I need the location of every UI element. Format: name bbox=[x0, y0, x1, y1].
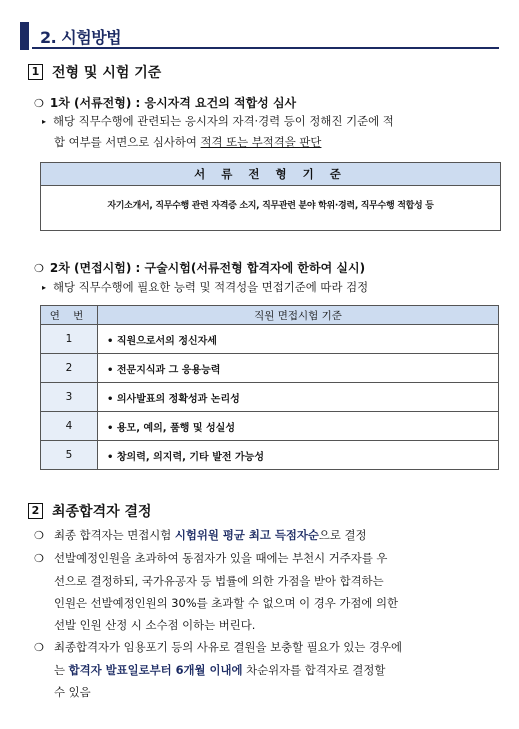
table-header-row bbox=[41, 306, 499, 325]
interview-criteria-table bbox=[40, 305, 499, 470]
circle-bullet-icon: ❍ bbox=[34, 529, 44, 542]
section2-number-box: 2 bbox=[28, 503, 43, 519]
table-row bbox=[41, 441, 499, 470]
section1-number-box: 1 bbox=[28, 64, 43, 80]
first-stage-description: ▸ 해당 직무수행에 관련되는 응시자의 자격·경력 등이 정해진 기준에 적 합 여부를 서면으로 심사하여 적격 또는 부적격을 판단 bbox=[42, 114, 394, 149]
row-criterion: • 전문지식과 그 응용능력 bbox=[98, 354, 499, 383]
circle-bullet-icon: ❍ bbox=[34, 262, 44, 275]
page-title: 2. 시험방법 bbox=[40, 28, 122, 47]
row-number: 3 bbox=[41, 383, 98, 412]
row-criterion: • 의사발표의 정확성과 논리성 bbox=[98, 383, 499, 412]
col-header-number: 연 번 bbox=[41, 306, 98, 325]
second-stage-heading: ❍ 2차 (면접시험) : 구술시험(서류전형 합격자에 한하여 실시) bbox=[34, 261, 366, 275]
row-number: 2 bbox=[41, 354, 98, 383]
paragraph-3: ❍ 최종합격자가 임용포기 등의 사유로 결원을 보충할 필요가 있는 경우에 는 합격자 발표일로부터 6개월 이내에 차순위자를 합격자로 결정할 수 있음 bbox=[34, 636, 504, 703]
table-row bbox=[41, 412, 499, 441]
circle-bullet-icon: ❍ bbox=[34, 552, 44, 565]
section2-title: 최종합격자 결정 bbox=[52, 504, 152, 520]
criteria-header: 서 류 전 형 기 준 bbox=[41, 163, 500, 186]
circle-bullet-icon: ❍ bbox=[34, 97, 44, 110]
paragraph-1: ❍ 최종 합격자는 면접시험 시험위원 평균 최고 득점자순으로 결정 bbox=[34, 524, 504, 547]
row-number: 1 bbox=[41, 325, 98, 354]
row-criterion: • 용모, 예의, 품행 및 성실성 bbox=[98, 412, 499, 441]
header-accent-bar bbox=[20, 22, 29, 50]
table-row bbox=[41, 383, 499, 412]
first-stage-heading: ❍ 1차 (서류전형) : 응시자격 요건의 적합성 심사 bbox=[34, 96, 297, 110]
second-stage-description: ▸ 해당 직무수행에 필요한 능력 및 적격성을 면접기준에 따라 검정 bbox=[42, 280, 369, 294]
row-number: 4 bbox=[41, 412, 98, 441]
row-number: 5 bbox=[41, 441, 98, 470]
paragraph-2: ❍ 선발예정인원을 초과하여 동점자가 있을 때에는 부천시 거주자를 우 선으로 결정하되, 국가유공자 등 법률에 의한 가점을 받아 합격하는 인원은 선발예정인원의 30%를 초과할 수 없으며 이 경우 가점에 의한 선발 인원 산정 시 소수점 이하는 버린다. bbox=[34, 547, 504, 636]
table-row bbox=[41, 354, 499, 383]
triangle-bullet-icon: ▸ bbox=[42, 283, 47, 292]
triangle-bullet-icon: ▸ bbox=[42, 117, 47, 126]
row-criterion: • 창의력, 의지력, 기타 발전 가능성 bbox=[98, 441, 499, 470]
document-criteria-box bbox=[40, 162, 501, 231]
row-criterion: • 직원으로서의 정신자세 bbox=[98, 325, 499, 354]
final-selection-paragraphs bbox=[34, 524, 504, 703]
col-header-criteria: 직원 면접시험 기준 bbox=[98, 306, 499, 325]
circle-bullet-icon: ❍ bbox=[34, 641, 44, 654]
section1-title: 전형 및 시험 기준 bbox=[52, 65, 162, 81]
criteria-body: 자기소개서, 직무수행 관련 자격증 소지, 직무관련 분야 학위·경력, 직무수행 적합성 등 bbox=[107, 201, 434, 211]
header-underline bbox=[32, 47, 499, 49]
table-row bbox=[41, 325, 499, 354]
